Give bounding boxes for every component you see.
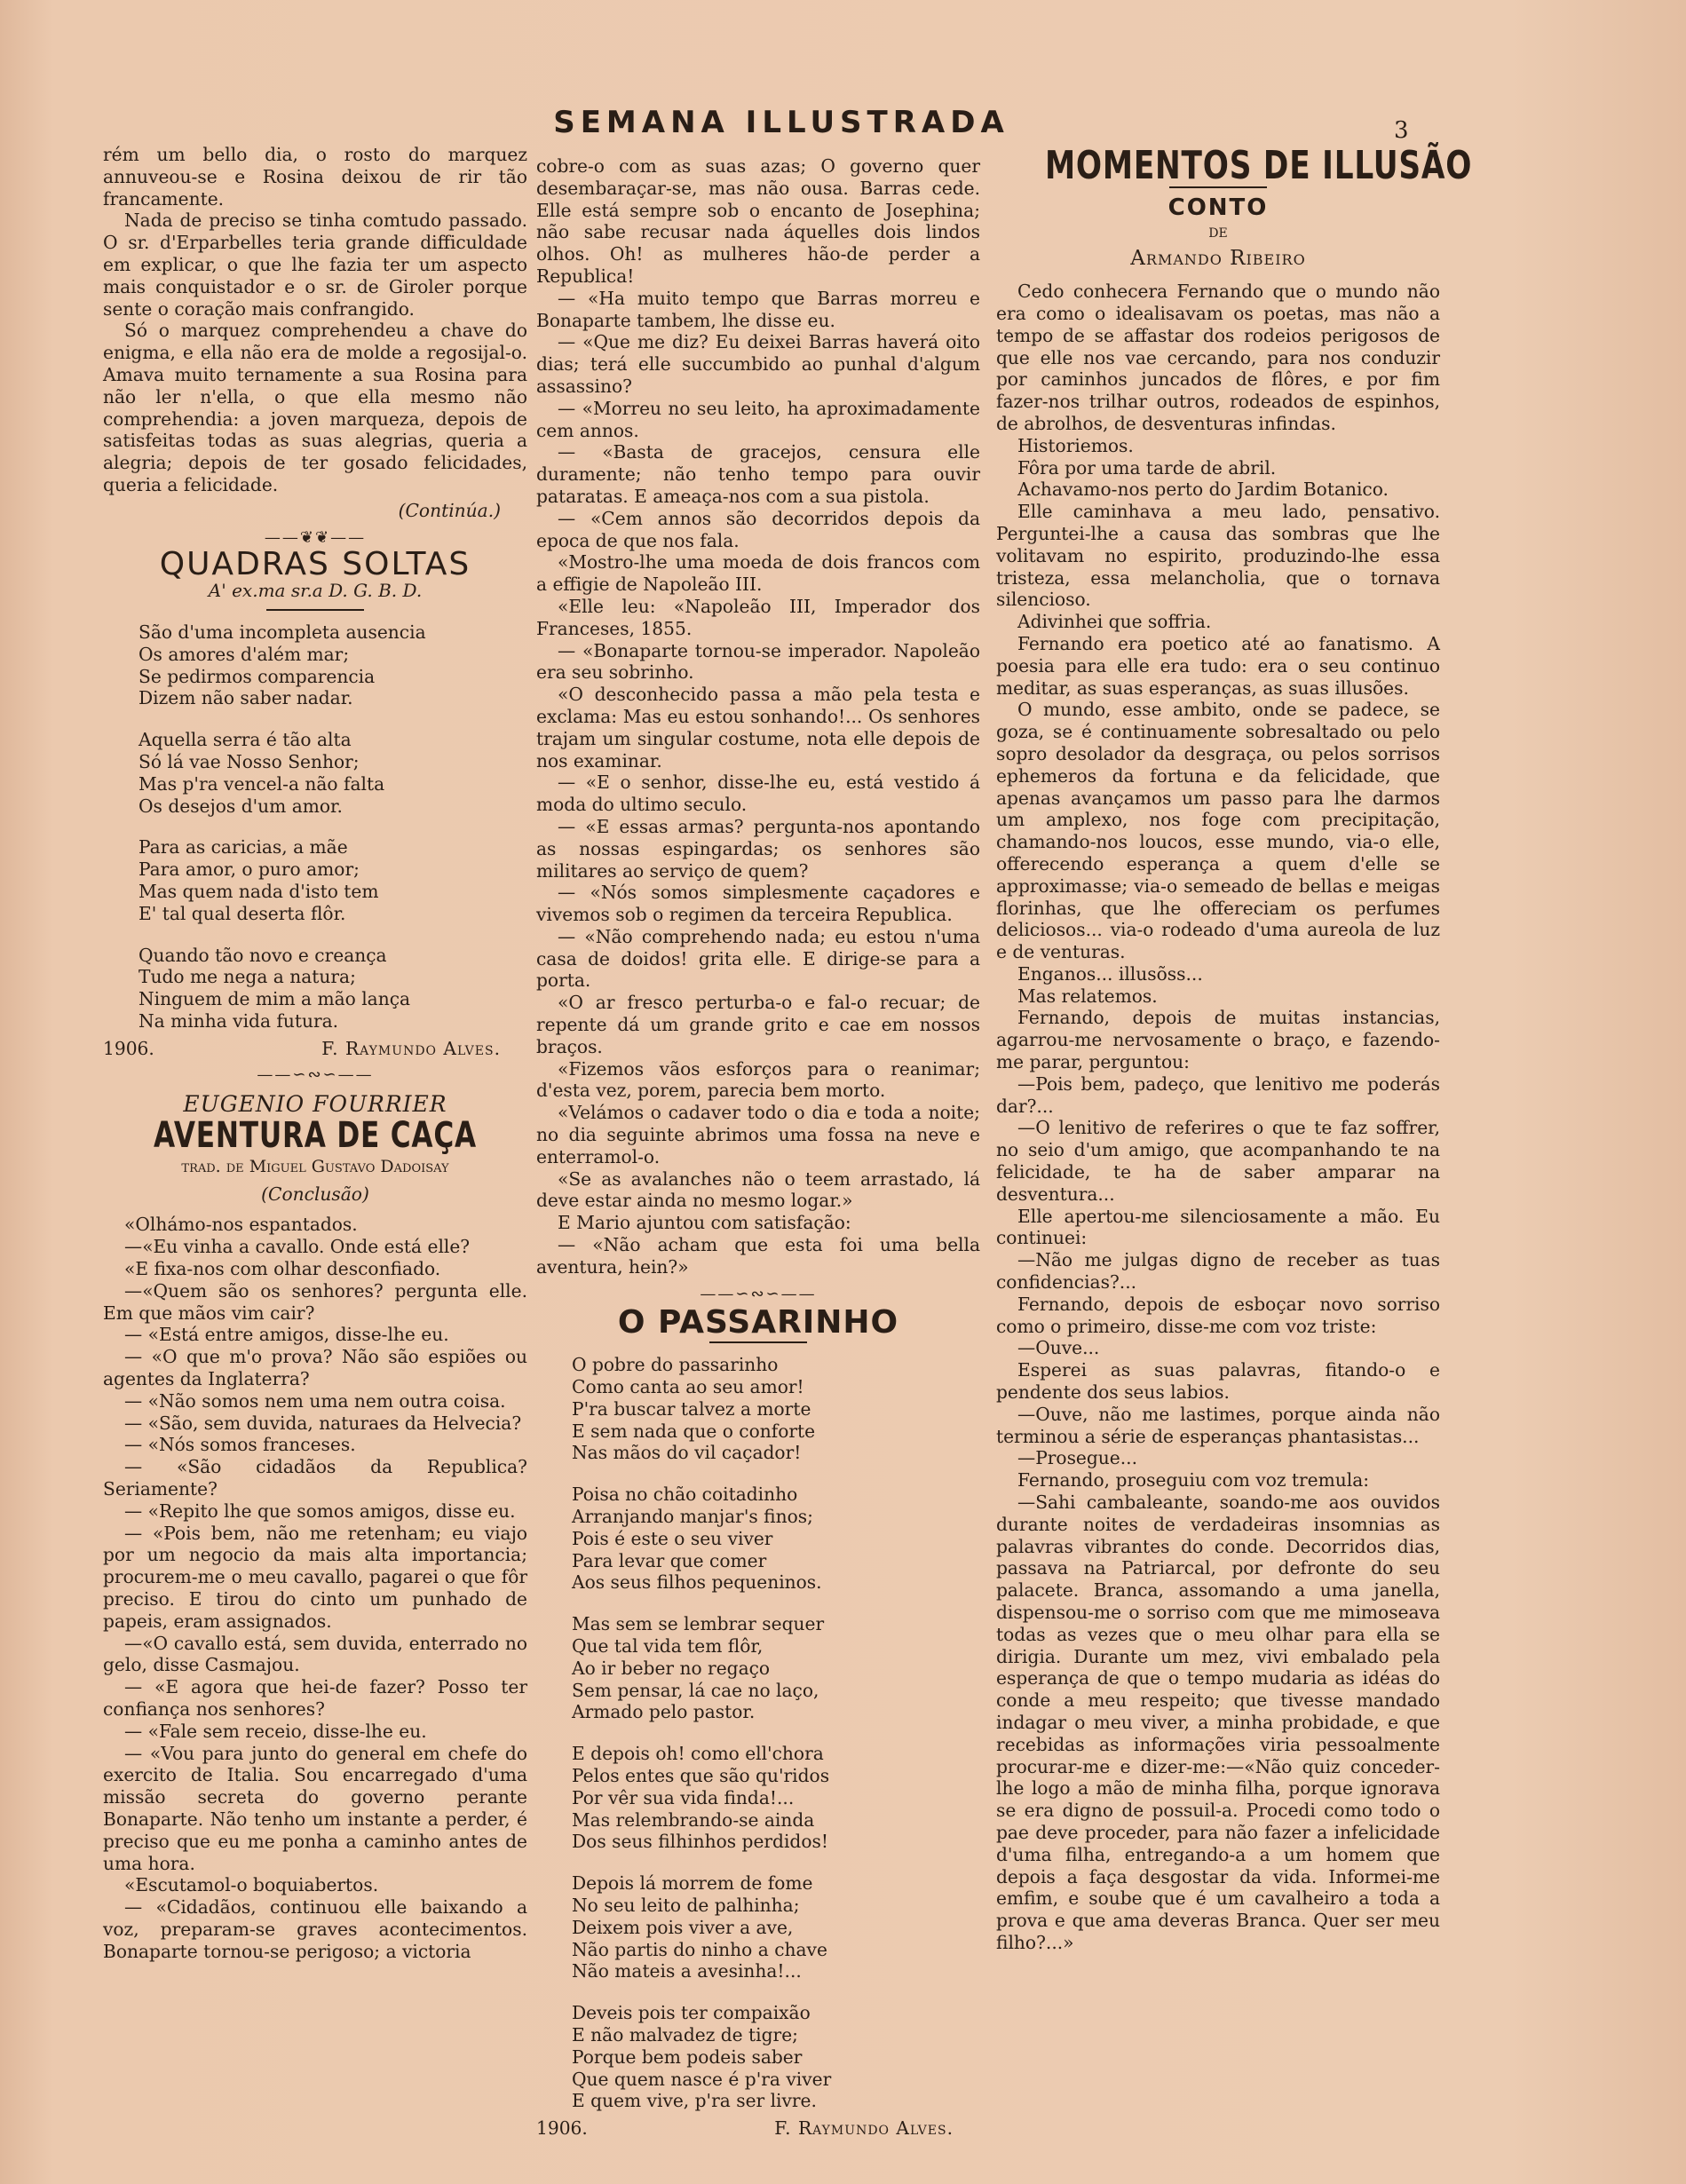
paragraph: — «Cidadãos, continuou elle baixando a voz, preparam-se graves acontecimentos. Bonaparte tornou-se perigoso; a victoria bbox=[103, 1896, 527, 1962]
verse-line: Não mateis a avesinha!... bbox=[572, 1960, 802, 1982]
paragraph: Historiemos. bbox=[1017, 434, 1134, 456]
verse-line: Se pedirmos comparencia bbox=[139, 665, 376, 687]
story-author: EUGENIO FOURRIER bbox=[183, 1091, 447, 1118]
verse-line: E quem vive, p'ra ser livre. bbox=[572, 2090, 817, 2112]
paragraph: Nada de preciso se tinha comtudo passado. O sr. d'Erparbelles teria grande difficuldade em explicar, o que lhe fazia ter um aspecto mais conquistador e o sr. de Giroler porque sente o coração mais confrangido. bbox=[103, 210, 527, 320]
verse-line: O pobre do passarinho bbox=[572, 1354, 779, 1376]
ornament-divider: ——❦❦—— bbox=[264, 527, 367, 547]
column-middle bbox=[536, 155, 980, 2140]
conclusion-note: (Conclusão) bbox=[261, 1183, 369, 1205]
paragraph: — «Que me diz? Eu deixei Barras haverá oito dias; terá elle succumbido ao punhal d'algum assassino? bbox=[536, 331, 980, 397]
paragraph: Fernando, proseguiu com voz tremula: bbox=[1017, 1469, 1370, 1492]
paragraph: — «Ha muito tempo que Barras morreu e Bonaparte tambem, lhe disse eu. bbox=[536, 287, 980, 331]
paragraph: — «Morreu no seu leito, ha aproximadamente cem annos. bbox=[536, 397, 980, 441]
rule bbox=[266, 609, 364, 611]
rule bbox=[709, 1341, 807, 1343]
ornament-divider: ——∽∾∽—— bbox=[700, 1284, 817, 1303]
paragraph: —O lenitivo de referires o que te faz soffrer, no seio d'um amigo, que acompanhando te na felicidade, te ha de saber amparar na desventura... bbox=[996, 1117, 1440, 1205]
paragraph: — «Está entre amigos, disse-lhe eu. bbox=[124, 1324, 449, 1346]
paragraph: Esperei as suas palavras, fitando-o e pendente dos seus labios. bbox=[996, 1359, 1440, 1404]
stanza bbox=[572, 1354, 980, 1464]
verse-line: P'ra buscar talvez a morte bbox=[572, 1397, 811, 1420]
paragraph: — «E essas armas? pergunta-nos apontando as nossas espingardas; os senhores são militares ao serviço de quem? bbox=[536, 815, 980, 882]
paragraph: Fôra por uma tarde de abril. bbox=[1017, 456, 1277, 479]
paragraph: — «Vou para junto do general em chefe do exercito de Italia. Sou encarregado d'uma missão secreta do governo perante Bonaparte. Não tenho um instante a perder, é preciso que eu me ponha a caminho antes de uma hora. bbox=[103, 1742, 527, 1874]
stanza bbox=[139, 729, 527, 817]
verse-line: Mas quem nada d'isto tem bbox=[139, 880, 379, 902]
paragraph: Mas relatemos. bbox=[1017, 985, 1158, 1007]
paragraph: Elle caminhava a meu lado, pensativo. Perguntei-lhe a causa das sombras que lhe volitavam no espirito, produzindo-lhe essa tristeza, essa melancholia, que o tornava silencioso. bbox=[996, 501, 1440, 611]
signature bbox=[536, 2117, 980, 2140]
signature bbox=[103, 1038, 527, 1060]
verse-line: Deixem pois viver a ave, bbox=[572, 1916, 794, 1938]
paragraph: Enganos... illusõss... bbox=[1017, 962, 1203, 985]
paragraph: Só o marquez comprehendeu a chave do enigma, e ella não era de molde a regosijal-o. Amava muito ternamente a sua Rosina para não ler n'ella, o que ella mesmo não comprehendia: a joven marqueza, depois de satisfeitas todas as suas alegrias, queria a alegria; depois de ter gosado felicidades, queria a felicidade. bbox=[103, 320, 527, 495]
verse-line: Para as caricias, a mãe bbox=[139, 836, 348, 859]
paragraph: «Fizemos vãos esforços para o reanimar; d'esta vez, porem, parecia bem morto. bbox=[536, 1057, 980, 1102]
masthead: SEMANA ILLUSTRADA bbox=[553, 105, 1009, 140]
verse-line: Poisa no chão coitadinho bbox=[572, 1484, 798, 1506]
paragraph: «O ar fresco perturba-o e fal-o recuar; de repente dá um grande grito e cae em nossos braços. bbox=[536, 992, 980, 1057]
verse-line: No seu leito de palhinha; bbox=[572, 1894, 800, 1916]
signature-year: 1906. bbox=[103, 1037, 154, 1059]
paragraph: —«Eu vinha a cavallo. Onde está elle? bbox=[124, 1236, 471, 1258]
verse-line: Mas relembrando-se ainda bbox=[572, 1808, 815, 1831]
paragraph: — «Nós somos simplesmente caçadores e vivemos sob o regimen da terceira Republica. bbox=[536, 882, 980, 926]
verse-line: Tudo me nega a natura; bbox=[139, 966, 356, 988]
verse-line: Aos seus filhos pequeninos. bbox=[572, 1571, 822, 1594]
stanza bbox=[139, 945, 527, 1033]
verse-line: Como canta ao seu amor! bbox=[572, 1376, 804, 1398]
verse-line: Armado pelo pastor. bbox=[572, 1701, 756, 1723]
paragraph: — «E agora que hei-de fazer? Posso ter confiança nos senhores? bbox=[103, 1676, 527, 1720]
paragraph: — «E o senhor, disse-lhe eu, está vestido á moda do ultimo seculo. bbox=[536, 772, 980, 816]
verse-line: Porque bem podeis saber bbox=[572, 2046, 803, 2068]
paragraph: Achavamo-nos perto do Jardim Botanico. bbox=[1017, 479, 1389, 501]
verse-line: Nas mãos do vil caçador! bbox=[572, 1442, 802, 1464]
paragraph: —«O cavallo está, sem duvida, enterrado no gelo, disse Casmajou. bbox=[103, 1632, 527, 1676]
paragraph: Fernando, depois de esboçar novo sorriso como o primeiro, disse-me com voz triste: bbox=[996, 1293, 1440, 1337]
paragraph: — «Não somos nem uma nem outra coisa. bbox=[124, 1389, 506, 1412]
paragraph: — «Bonaparte tornou-se imperador. Napoleão era seu sobrinho. bbox=[536, 639, 980, 684]
verse-line: Os desejos d'um amor. bbox=[139, 795, 343, 817]
paragraph: —Ouve... bbox=[1017, 1337, 1100, 1359]
verse-line: Quando tão novo e creança bbox=[139, 944, 387, 966]
de-label: DE bbox=[1208, 226, 1228, 241]
paragraph: —Prosegue... bbox=[1017, 1447, 1138, 1469]
paragraph: cobre-o com as suas azas; O governo quer desembaraçar-se, mas não ousa. Barras cede. Elle está sempre sob o encanto de Josephina; não sabe recusar nada áquelles dois lindos olhos. Oh! as mulheres hão-de perder a Republica! bbox=[536, 155, 980, 287]
verse-line: Para levar que comer bbox=[572, 1549, 767, 1571]
quadras-dedication: A' ex.ma sr.a D. G. B. D. bbox=[208, 580, 423, 602]
column-left bbox=[103, 144, 527, 1963]
stanza bbox=[572, 1743, 980, 1853]
verse-line: Os amores d'além mar; bbox=[139, 643, 350, 665]
paragraph: Cedo conhecera Fernando que o mundo não era como o idealisavam os poetas, mas não a tempo de se affastar dos rodeios perigosos de que elle nos vae cercando, para nos conduzir por caminhos juncados de flôres, e por fim fazer-nos trilhar outros, rodeados de espinhos, de abrolhos, de desventuras infindas. bbox=[996, 281, 1440, 434]
conto-label: CONTO bbox=[1168, 194, 1269, 221]
verse-line: Na minha vida futura. bbox=[139, 1009, 339, 1032]
verse-line: E sem nada que o conforte bbox=[572, 1420, 816, 1442]
paragraph: — «Cem annos são decorridos depois da epoca de que nos fala. bbox=[536, 507, 980, 551]
paragraph: Fernando era poetico até ao fanatismo. A poesia para elle era tudo: era o seu continuo meditar, as suas esperanças, as suas illusões. bbox=[996, 632, 1440, 699]
verse-line: Deveis pois ter compaixão bbox=[572, 2002, 811, 2024]
verse-line: Ninguem de mim a mão lança bbox=[139, 988, 411, 1010]
stanza bbox=[572, 1613, 980, 1723]
paragraph: — «Não comprehendo nada; eu estou n'uma casa de doidos! grita elle. E dirige-se para a porta. bbox=[536, 925, 980, 992]
verse-line: Que quem nasce é p'ra viver bbox=[572, 2068, 832, 2090]
stanza bbox=[572, 1872, 980, 1982]
verse-line: Mas sem se lembrar sequer bbox=[572, 1613, 825, 1635]
paragraph: «Escutamol-o boquiabertos. bbox=[124, 1874, 379, 1896]
verse-line: Para amor, o puro amor; bbox=[139, 859, 360, 881]
verse-line: Só lá vae Nosso Senhor; bbox=[139, 750, 360, 772]
verse-line: São d'uma incompleta ausencia bbox=[139, 621, 426, 643]
verse-line: Pelos entes que são qu'ridos bbox=[572, 1764, 830, 1786]
verse-line: Sem pensar, lá cae no laço, bbox=[572, 1679, 819, 1701]
verse-line: E' tal qual deserta flôr. bbox=[139, 902, 346, 924]
paragraph: —Pois bem, padeço, que lenitivo me poderás dar?... bbox=[996, 1072, 1440, 1117]
verse-line: E não malvadez de tigre; bbox=[572, 2023, 798, 2046]
verse-line: Depois lá morrem de fome bbox=[572, 1872, 813, 1895]
paragraph: — «Nós somos franceses. bbox=[124, 1434, 356, 1456]
paragraph: — «Repito lhe que somos amigos, disse eu. bbox=[124, 1500, 516, 1522]
paragraph: — «O que m'o prova? Não são espiões ou agentes da Inglaterra? bbox=[103, 1346, 527, 1390]
paragraph: «Olhámo-nos espantados. bbox=[124, 1214, 358, 1236]
verse-line: Dos seus filhinhos perdidos! bbox=[572, 1831, 828, 1853]
verse-line: Por vêr sua vida finda!... bbox=[572, 1786, 795, 1808]
paragraph: «Velámos o cadaver todo o dia e toda a noite; no dia seguinte abrimos uma fossa na neve e enterramol-o. bbox=[536, 1102, 980, 1167]
paragraph: — «Basta de gracejos, censura elle duramente; não tenho tempo para ouvir pataratas. E ameaça-nos com a sua pistola. bbox=[536, 441, 980, 507]
verse-line: Ao ir beber no regaço bbox=[572, 1657, 771, 1679]
paragraph: «O desconhecido passa a mão pela testa e exclama: Mas eu estou sonhando!... Os senhores trajam um singular costume, nota elle depois de nos examinar. bbox=[536, 684, 980, 772]
ornament-divider: ——∽∾∽—— bbox=[257, 1065, 374, 1085]
paragraph: — «Fale sem receio, disse-lhe eu. bbox=[124, 1720, 427, 1742]
paragraph: «Mostro-lhe uma moeda de dois francos com a effigie de Napoleão III. bbox=[536, 551, 980, 596]
signature-year: 1906. bbox=[536, 2117, 588, 2140]
paragraph: — «Pois bem, não me retenham; eu viajo por um negocio da mais alta importancia; procurem-me o meu cavallo, pagarei o que fôr preciso. E tirou do cinto um punhado de papeis, eram assignados. bbox=[103, 1522, 527, 1632]
stanza bbox=[139, 621, 527, 709]
paragraph: O mundo, esse ambito, onde se padece, se goza, se é continuamente sobresaltado ou pelo sopro desolador da desgraça, ou pelos sorrisos ephemeros da fortuna e da felicidade, que apenas avançamos um passo para lhe darmos um amplexo, nos foge com precipitação, chamando-nos loucos, esse mundo, via-o elle, offerecendo esperança a quem d'elle se approximasse; via-o semeado de bellas e meigas florinhas, que lhe offereciam os perfumes deliciosos... via-o rodeado d'uma aureola de luz e de venturas. bbox=[996, 699, 1440, 963]
story-author: Armando Ribeiro bbox=[1130, 247, 1306, 271]
stanza bbox=[572, 1484, 980, 1594]
stanza bbox=[139, 836, 527, 924]
verse-line: E depois oh! como ell'chora bbox=[572, 1743, 824, 1765]
signature-author: F. Raymundo Alves. bbox=[321, 1037, 501, 1059]
paragraph: rém um bello dia, o rosto do marquez annuveou-se e Rosina deixou de rir tão francamente. bbox=[103, 144, 527, 210]
verse-line: Não partis do ninho a chave bbox=[572, 1938, 827, 1960]
verse-line: Mas p'ra vencel-a não falta bbox=[139, 772, 385, 795]
paragraph: —«Quem são os senhores? pergunta elle. Em que mãos vim cair? bbox=[103, 1279, 527, 1324]
paragraph: —Ouve, não me lastimes, porque ainda não terminou a série de esperanças phantasistas... bbox=[996, 1403, 1440, 1447]
signature-author: F. Raymundo Alves. bbox=[774, 2117, 954, 2140]
quadras-title: QUADRAS SOLTAS bbox=[159, 546, 471, 583]
paragraph: — «São, sem duvida, naturaes da Helvecia? bbox=[124, 1412, 522, 1434]
verse-line: Arranjando manjar's finos; bbox=[572, 1506, 813, 1528]
paragraph: «Se as avalanches não o teem arrastado, lá deve estar ainda no mesmo logar.» bbox=[536, 1167, 980, 1212]
verse-line: Dizem não saber nadar. bbox=[139, 687, 353, 709]
paragraph: —Não me julgas digno de receber as tuas confidencias?... bbox=[996, 1249, 1440, 1294]
stanza bbox=[572, 2002, 980, 2112]
verse-line: Pois é este o seu viver bbox=[572, 1527, 773, 1549]
paragraph: — «Não acham que esta foi uma bella aventura, hein?» bbox=[536, 1234, 980, 1278]
paragraph: Adivinhei que soffria. bbox=[1017, 611, 1212, 633]
aventura-title: AVENTURA DE CAÇA bbox=[154, 1115, 477, 1157]
passarinho-title: O PASSARINHO bbox=[617, 1304, 899, 1341]
quadras-poem bbox=[139, 621, 527, 1033]
paragraph: E Mario ajuntou com satisfação: bbox=[558, 1212, 851, 1234]
paragraph: «E fixa-nos com olhar desconfiado. bbox=[124, 1258, 441, 1280]
paragraph: — «São cidadãos da Republica? Seriamente? bbox=[103, 1456, 527, 1500]
continua-note: (Continúa.) bbox=[398, 499, 501, 521]
verse-line: Que tal vida tem flôr, bbox=[572, 1635, 764, 1657]
paragraph: Elle apertou-me silenciosamente a mão. Eu continuei: bbox=[996, 1205, 1440, 1249]
passarinho-poem bbox=[572, 1354, 980, 2112]
column-right bbox=[996, 143, 1473, 1954]
paragraph: Fernando, depois de muitas instancias, agarrou-me nervosamente o braço, e fazendo-me parar, perguntou: bbox=[996, 1007, 1440, 1073]
momentos-title: MOMENTOS DE ILLUSÃO bbox=[1045, 143, 1473, 188]
paragraph: —Sahi cambaleante, soando-me aos ouvidos durante noites de verdadeiras insomnias as palavras vibrantes do conde. Decorridos dias, passava na Patriarcal, por defronte do seu palacete. Branca, assomando a uma janella, dispensou-me o sorriso com que me mimoseava todas as vezes que o meu olhar para ella se dirigia. Durante um mez, vivi embalado pela esperança de que o tempo mudaria as idéas do conde a meu respeito; que tivesse mandado indagar o meu viver, a minha probidade, e que recebidas as informações viria pessoalmente procurar-me e dizer-me:—«Não quiz conceder-lhe logo a mão de minha filha, porque ignorava se era digno de possuil-a. Procedi como todo o pae deve proceder, para não fazer a infelicidade d'uma filha, entregando-a a um homem que depois a faça desgostar da vida. Informei-me emfim, e soube que é um cavalheiro a toda a prova e que ama deveras Branca. Quer ser meu filho?...» bbox=[996, 1492, 1440, 1953]
page-number: 3 bbox=[1394, 117, 1409, 144]
verse-line: Aquella serra é tão alta bbox=[139, 729, 352, 751]
translator-line: trad. de Miguel Gustavo Dadoisay bbox=[181, 1156, 449, 1176]
paragraph: «Elle leu: «Napoleão III, Imperador dos Franceses, 1855. bbox=[536, 595, 980, 639]
